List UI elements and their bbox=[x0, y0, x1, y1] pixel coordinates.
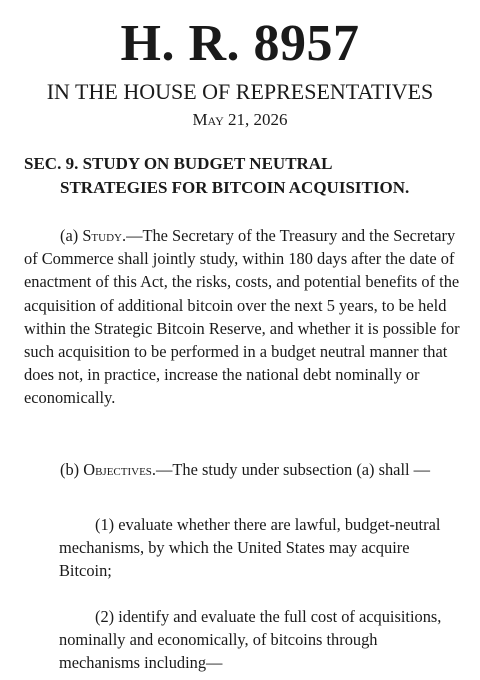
section-heading-line-2: STRATEGIES FOR BITCOIN ACQUISITION. bbox=[60, 178, 410, 197]
bill-number: H. R. 8957 bbox=[120, 15, 360, 72]
section-heading-line-1: SEC. 9. STUDY ON BUDGET NEUTRAL bbox=[24, 154, 333, 173]
subsection-b bbox=[24, 458, 464, 481]
chamber-heading: IN THE HOUSE OF REPRESENTATIVES bbox=[46, 79, 434, 104]
bill-date: May 21, 2026 bbox=[192, 110, 288, 129]
subsection-b-heading: Objectives. bbox=[83, 460, 157, 479]
paragraph-1: (1) evaluate whether there are lawful, budget-neutral mechanisms, by which the United States may acquire Bitcoin; bbox=[59, 515, 441, 581]
paragraph-2: (2) identify and evaluate the full cost of acquisitions, nominally and economically, of bitcoins through mechanisms including— bbox=[59, 607, 442, 673]
subsection-a-heading: Study. bbox=[82, 226, 127, 245]
subsection-b-label: (b) bbox=[60, 460, 80, 479]
section-heading bbox=[24, 152, 464, 200]
subsection-a-text: —The Secretary of the Treasury and the Secretary of Commerce shall jointly study, within 180 days after the date of enactment of this Act, the risks, costs, and potential benefits of the acquisition of additional bitcoin over the next 5 years, to be held within the Strategic Bitcoin Reserve, and whether it is possible for such acquisition to be performed in a budget neutral manner that does not, in practice, increase the national debt nominally or economically. bbox=[24, 226, 460, 408]
subsection-a-label: (a) bbox=[60, 226, 79, 245]
subsection-b-text: —The study under subsection (a) shall — bbox=[156, 460, 431, 479]
subsection-a bbox=[24, 224, 464, 410]
